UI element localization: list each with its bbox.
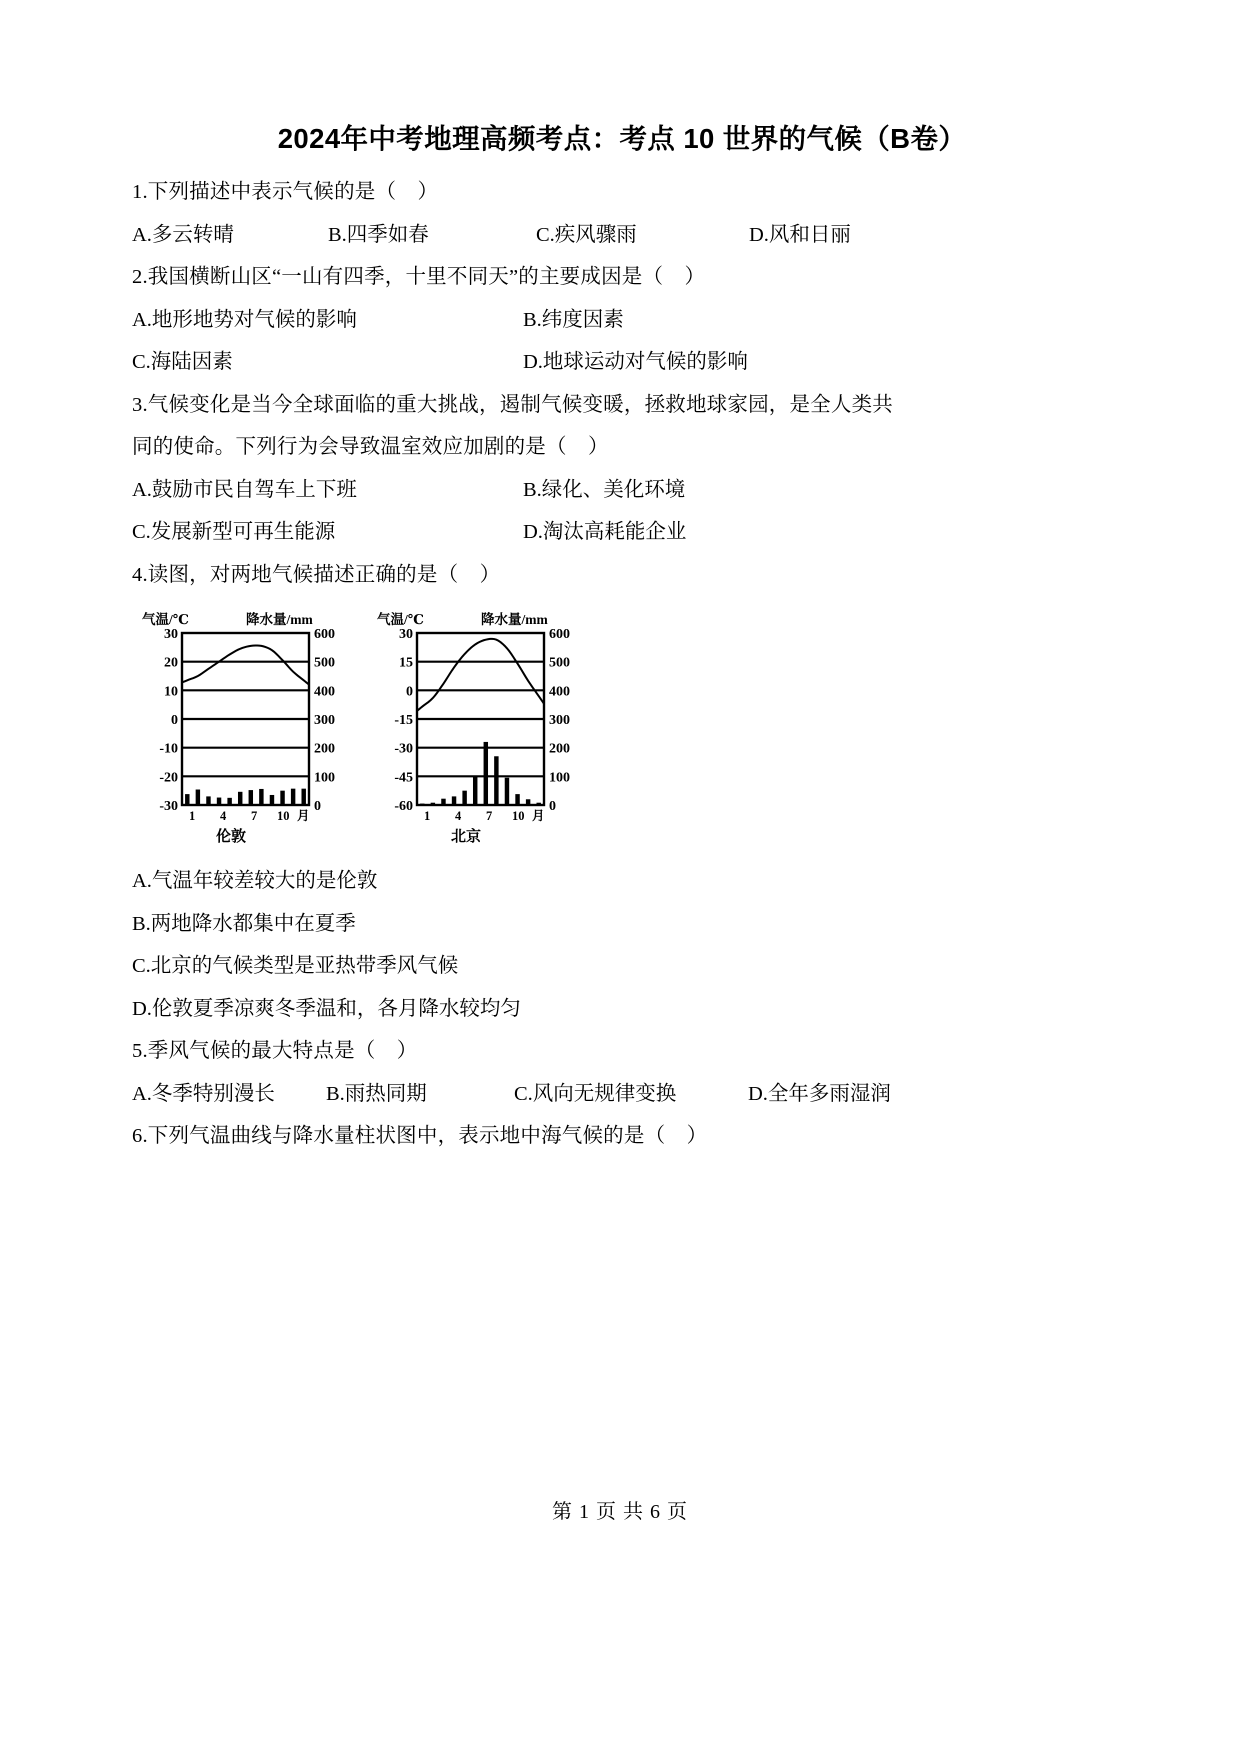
london-temp-tick-30: 30 [164, 627, 178, 643]
question-2-options-row1 [132, 310, 1112, 331]
london-x-tick-1: 1 [189, 809, 196, 824]
beijing-precip-tick-100: 100 [549, 770, 570, 786]
page-title: 2024年中考地理高频考点：考点 10 世界的气候（B卷） [277, 123, 967, 154]
london-temp-tick-20: 20 [164, 656, 178, 672]
option-3b[interactable]: B.绿化、美化环境 [523, 478, 686, 501]
london-temp-tick-m20: -20 [159, 770, 178, 786]
option-3c[interactable]: C.发展新型可再生能源 [132, 521, 336, 544]
question-3-options-row2 [132, 522, 1112, 543]
london-precip-tick-300: 300 [314, 713, 335, 729]
precip-bar [291, 789, 295, 805]
precip-bar [505, 778, 509, 805]
precip-bar [238, 792, 242, 805]
question-1-stem: 1.下列描述中表示气候的是（ ） [132, 181, 439, 204]
london-precip-tick-0: 0 [314, 799, 321, 815]
precip-bar [259, 789, 263, 805]
precip-bar [196, 790, 200, 805]
precip-bar [217, 798, 221, 805]
london-x-axis-unit: 月 [297, 809, 310, 824]
option-3d[interactable]: D.淘汰高耗能企业 [523, 521, 687, 544]
beijing-x-tick-10: 10 [512, 809, 525, 824]
london-temp-tick-m10: -10 [159, 742, 178, 758]
precip-bar [473, 777, 477, 805]
precip-bar [301, 789, 305, 805]
beijing-temp-tick-0: 0 [406, 684, 413, 700]
option-5b[interactable]: B.雨热同期 [326, 1082, 427, 1105]
question-4-stem: 4.读图，对两地气候描述正确的是（ ） [132, 563, 501, 586]
beijing-precip-tick-300: 300 [549, 713, 570, 729]
beijing-temp-tick-m15: -15 [394, 713, 413, 729]
option-1b[interactable]: B.四季如春 [328, 223, 429, 246]
climate-chart-london [134, 607, 360, 853]
london-precip-tick-100: 100 [314, 770, 335, 786]
precip-bar [249, 790, 253, 805]
option-2d[interactable]: D.地球运动对气候的影响 [523, 351, 748, 374]
beijing-right-axis-label: 降水量/mm [481, 612, 548, 628]
precip-bar [526, 800, 530, 806]
option-2c[interactable]: C.海陆因素 [132, 351, 233, 374]
precip-bar [280, 791, 284, 805]
option-2b[interactable]: B.纬度因素 [523, 308, 624, 331]
option-4d[interactable]: D.伦敦夏季凉爽冬季温和，各月降水较均匀 [132, 997, 521, 1020]
beijing-x-axis-unit: 月 [532, 809, 545, 824]
precip-bar [484, 742, 488, 805]
question-5-options [132, 1084, 1112, 1105]
london-x-tick-10: 10 [277, 809, 290, 824]
beijing-temperature-curve [417, 639, 544, 711]
london-precip-tick-500: 500 [314, 656, 335, 672]
beijing-x-tick-1: 1 [424, 809, 431, 824]
beijing-temp-tick-m45: -45 [394, 770, 413, 786]
document-body [132, 122, 1112, 1169]
option-1d[interactable]: D.风和日丽 [749, 223, 851, 246]
precip-bar [420, 804, 424, 805]
climate-chart-beijing [369, 607, 595, 853]
precip-bar [515, 794, 519, 805]
question-4-option-a [132, 871, 1112, 892]
precip-bar [270, 795, 274, 805]
precip-bar [431, 803, 435, 805]
beijing-x-tick-4: 4 [455, 809, 462, 824]
option-1a[interactable]: A.多云转晴 [132, 223, 234, 246]
london-temp-tick-0: 0 [171, 713, 178, 729]
london-precip-tick-600: 600 [314, 627, 335, 643]
london-chart-caption: 伦敦 [216, 829, 247, 846]
beijing-temp-tick-m60: -60 [394, 799, 413, 815]
beijing-temp-tick-30: 30 [399, 627, 413, 643]
option-4a[interactable]: A.气温年较差较大的是伦敦 [132, 870, 378, 893]
beijing-precip-bars [420, 742, 541, 805]
question-3-stem-line-1: 3.气候变化是当今全球面临的重大挑战，遏制气候变暖，拯救地球家园，是全人类共 [132, 393, 893, 416]
london-temp-tick-10: 10 [164, 684, 178, 700]
london-precip-tick-200: 200 [314, 742, 335, 758]
london-temperature-curve [182, 646, 309, 685]
precip-bar [462, 791, 466, 805]
climate-diagrams-figure [132, 607, 1112, 853]
precip-bar [185, 794, 189, 805]
beijing-temp-tick-15: 15 [399, 656, 413, 672]
option-5a[interactable]: A.冬季特别漫长 [132, 1082, 275, 1105]
london-x-tick-4: 4 [220, 809, 227, 824]
beijing-precip-tick-0: 0 [549, 799, 556, 815]
beijing-x-tick-7: 7 [486, 809, 493, 824]
question-2-stem: 2.我国横断山区“一山有四季，十里不同天”的主要成因是（ ） [132, 266, 706, 289]
london-right-axis-label: 降水量/mm [246, 612, 313, 628]
question-3-stem-line-2: 同的使命。下列行为会导致温室效应加剧的是（ ） [132, 436, 609, 459]
question-5-stem: 5.季风气候的最大特点是（ ） [132, 1040, 418, 1063]
option-5c[interactable]: C.风向无规律变换 [514, 1082, 677, 1105]
beijing-left-axis-label: 气温/℃ [377, 612, 424, 628]
london-left-axis-label: 气温/℃ [142, 612, 189, 628]
question-4-option-d [132, 999, 1112, 1020]
question-4-option-c [132, 956, 1112, 977]
precip-bar [452, 797, 456, 806]
precip-bar [206, 797, 210, 806]
london-temp-tick-m30: -30 [159, 799, 178, 815]
option-4b[interactable]: B.两地降水都集中在夏季 [132, 912, 356, 935]
option-1c[interactable]: C.疾风骤雨 [536, 223, 637, 246]
question-2-options-row2 [132, 352, 1112, 373]
beijing-chart-caption: 北京 [451, 829, 482, 846]
london-precip-tick-400: 400 [314, 684, 335, 700]
beijing-temp-tick-m30: -30 [394, 742, 413, 758]
london-x-tick-7: 7 [251, 809, 258, 824]
beijing-precip-tick-200: 200 [549, 742, 570, 758]
option-2a[interactable]: A.地形地势对气候的影响 [132, 308, 357, 331]
option-4c[interactable]: C.北京的气候类型是亚热带季风气候 [132, 955, 459, 978]
beijing-precip-tick-500: 500 [549, 656, 570, 672]
question-3-options-row1 [132, 480, 1112, 501]
question-4-option-b [132, 914, 1112, 935]
precip-bar [441, 799, 445, 805]
precip-bar [494, 757, 498, 806]
beijing-precip-tick-400: 400 [549, 684, 570, 700]
question-1-options [132, 225, 1112, 246]
precip-bar [536, 803, 540, 805]
page-footer: 第 1 页 共 6 页 [552, 1501, 688, 1523]
question-6-stem: 6.下列气温曲线与降水量柱状图中，表示地中海气候的是（ ） [132, 1125, 708, 1148]
option-5d[interactable]: D.全年多雨湿润 [748, 1082, 891, 1105]
london-precip-bars [185, 789, 306, 805]
beijing-precip-tick-600: 600 [549, 627, 570, 643]
precip-bar [227, 798, 231, 805]
option-3a[interactable]: A.鼓励市民自驾车上下班 [132, 478, 357, 501]
